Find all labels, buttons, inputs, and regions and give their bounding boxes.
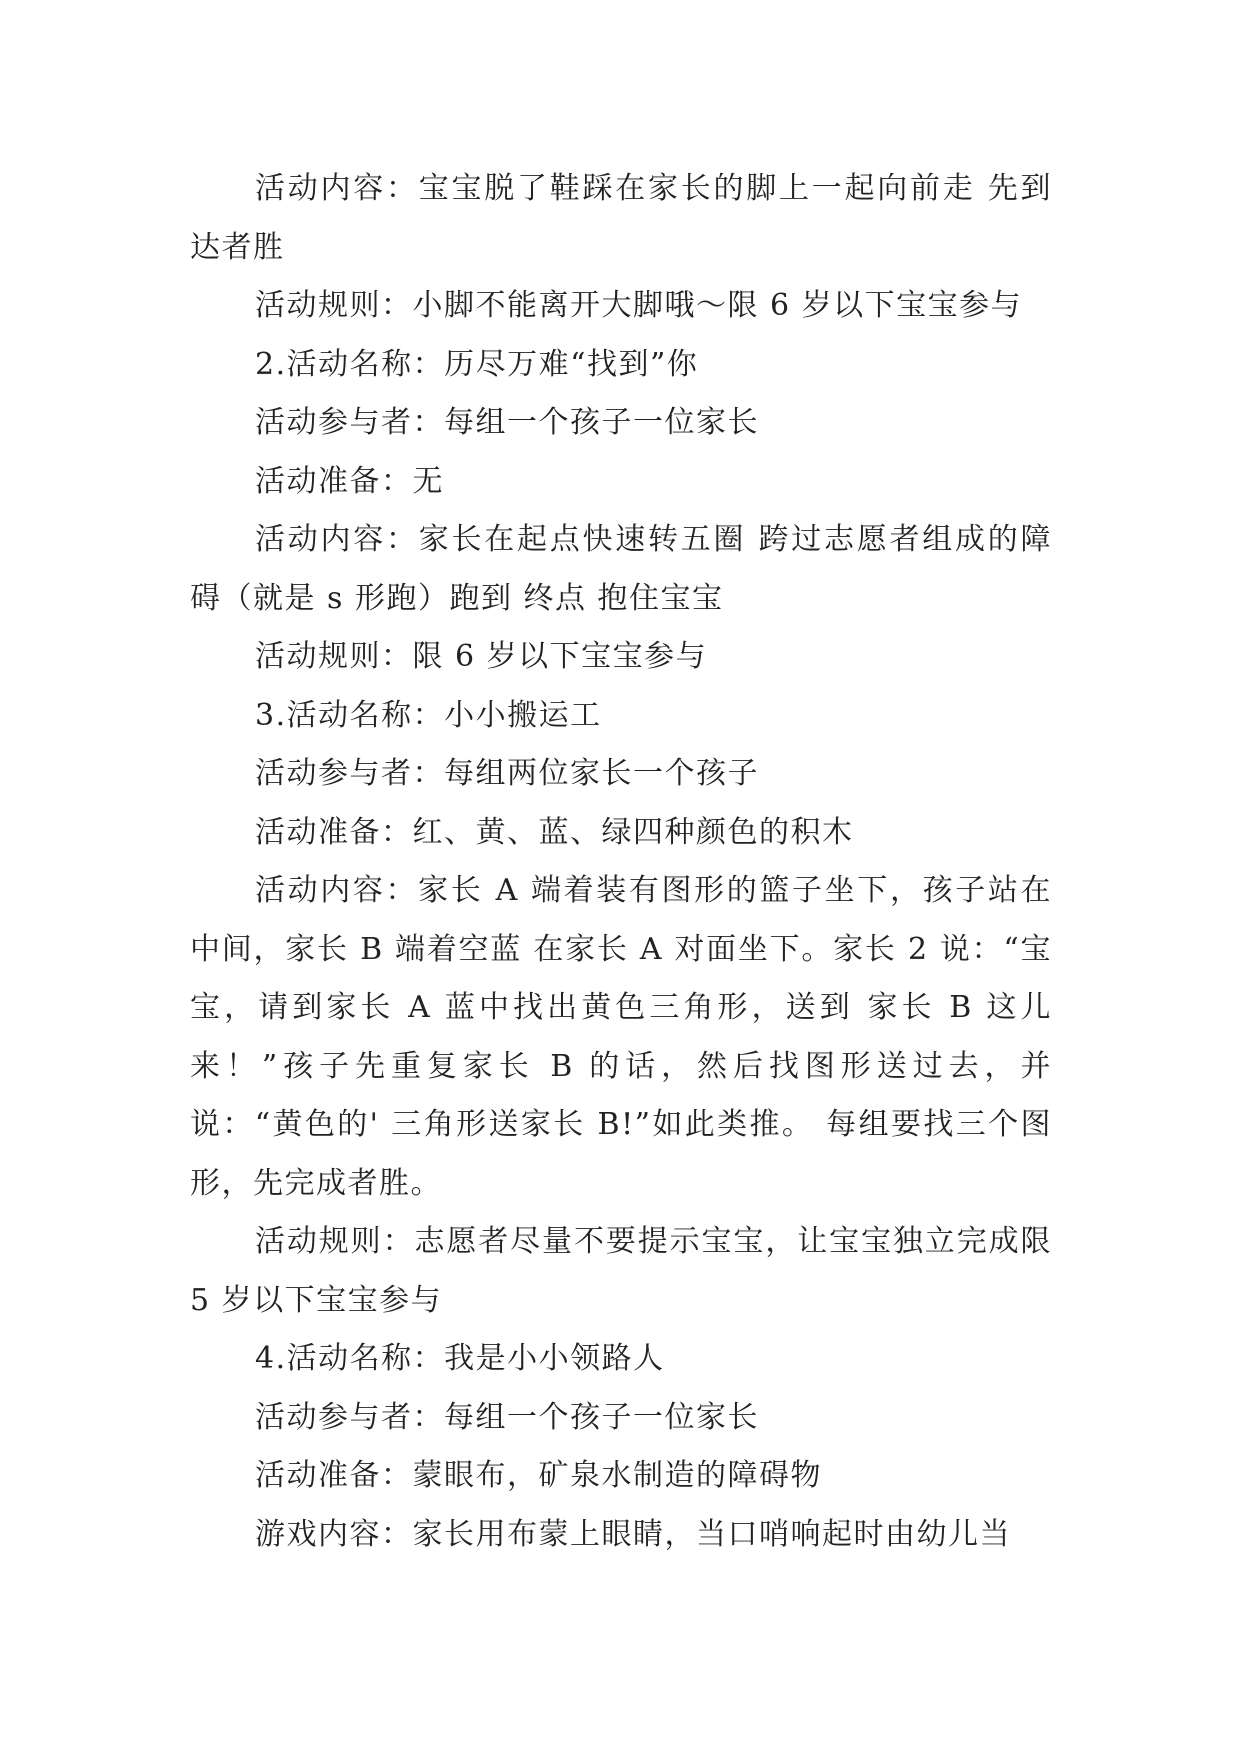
paragraph-activity-rules-1: 活动规则：小脚不能离开大脚哦～限 6 岁以下宝宝参与 xyxy=(255,288,1023,323)
paragraph-game-content-4: 游戏内容：家长用布蒙上眼睛，当口哨响起时由幼儿当 xyxy=(255,1516,1011,1552)
paragraph-preparation-2: 活动准备：无 xyxy=(255,463,444,499)
paragraph-preparation-4: 活动准备：蒙眼布，矿泉水制造的障碍物 xyxy=(255,1458,822,1493)
paragraph-participants-2: 活动参与者：每组一个孩子一位家长 xyxy=(255,405,759,440)
document-page xyxy=(190,160,1052,1564)
paragraph-activity-name-2: 2.活动名称：历尽万难“找到”你 xyxy=(255,346,699,382)
paragraph-activity-rules-3: 活动规则：志愿者尽量不要提示宝宝，让宝宝独立完成限 5 岁以下宝宝参与 xyxy=(190,1224,1052,1318)
paragraph-activity-content-2: 活动内容：家长在起点快速转五圈 跨过志愿者组成的障碍（就是 s 形跑）跑到 终点 抱住宝宝 xyxy=(190,522,1052,616)
paragraph-activity-content-3: 活动内容：家长 A 端着装有图形的篮子坐下，孩子站在中间，家长 B 端着空蓝 在家长 A 对面坐下。家长 2 说：“宝宝，请到家长 A 蓝中找出黄色三角形，送到 家长 B 这儿来！”孩子先重复家长 B 的话，然后找图形送过去，并说：“黄色的' 三角形送家长 B!”如此类推。 每组要找三个图形，先完成者胜。 xyxy=(190,873,1052,1201)
paragraph-activity-name-3: 3.活动名称：小小搬运工 xyxy=(255,697,602,733)
paragraph-preparation-3: 活动准备：红、黄、蓝、绿四种颜色的积木 xyxy=(255,814,854,850)
paragraph-participants-3: 活动参与者：每组两位家长一个孩子 xyxy=(255,756,759,791)
paragraph-activity-rules-2: 活动规则：限 6 岁以下宝宝参与 xyxy=(255,639,708,674)
paragraph-participants-4: 活动参与者：每组一个孩子一位家长 xyxy=(255,1399,759,1435)
paragraph-activity-name-4: 4.活动名称：我是小小领路人 xyxy=(255,1341,665,1376)
paragraph-activity-content-1: 活动内容：宝宝脱了鞋踩在家长的脚上一起向前走 先到达者胜 xyxy=(190,171,1052,265)
